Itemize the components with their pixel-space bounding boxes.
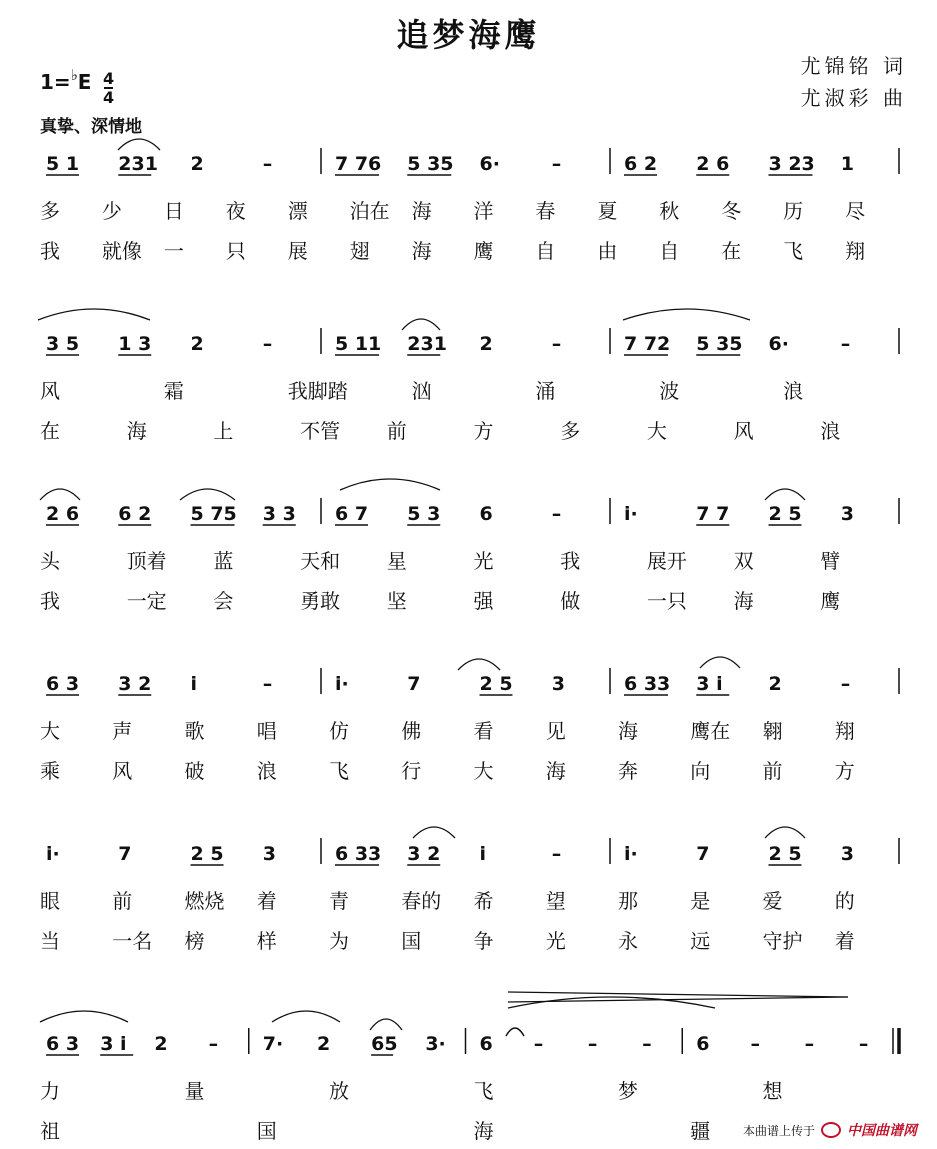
lyric-1: 星	[386, 549, 407, 573]
lyric-2: 勇敢	[300, 589, 341, 613]
lyric-1: 前	[112, 889, 133, 913]
lyric-1: 眼	[40, 889, 60, 913]
lyric-2: 前	[386, 419, 407, 443]
lyric-1: 量	[184, 1079, 205, 1103]
note-group: 3 23	[768, 153, 815, 175]
lyric-2: 方	[473, 419, 494, 443]
slur-arc	[272, 1011, 340, 1022]
lyric-1: 鹰在	[690, 719, 731, 743]
lyric-1: 历	[783, 199, 804, 223]
lyric-2: 海	[473, 1119, 494, 1143]
lyric-2: 大	[473, 759, 494, 783]
slur-arc	[765, 827, 805, 838]
lyric-2: 乘	[40, 759, 60, 783]
lyric-2: 一只	[646, 589, 687, 613]
note-group: 5 75	[190, 503, 237, 525]
note-group: i·	[335, 673, 349, 695]
lyric-1: 佛	[401, 719, 422, 743]
lyric-2: 前	[762, 759, 783, 783]
lyric-1: 希	[473, 889, 494, 913]
note-group: 2 5	[479, 673, 513, 695]
lyric-1: 风	[40, 379, 60, 403]
lyric-1: 春的	[401, 889, 442, 913]
note-group: 2 5	[190, 843, 224, 865]
slur-arc	[623, 309, 750, 320]
lyric-1: 飞	[473, 1079, 494, 1103]
lyric-1: 我脚踏	[287, 379, 348, 403]
lyricist-credit: 尤锦铭 词	[800, 54, 907, 78]
lyric-2: 翅	[349, 239, 370, 263]
lyric-2: 由	[597, 239, 618, 263]
lyric-2: 会	[213, 589, 234, 613]
lyric-2: 不管	[300, 419, 341, 443]
lyric-2: 守护	[762, 929, 803, 953]
note-group: 231	[118, 153, 158, 175]
note-group: –	[840, 333, 851, 355]
note-group: –	[804, 1033, 815, 1055]
lyric-2: 坚	[386, 589, 407, 613]
lyric-2: 为	[329, 929, 349, 953]
note-group: 5 3	[407, 503, 441, 525]
note-group: 2	[768, 673, 782, 695]
lyric-1: 蓝	[213, 549, 234, 573]
site-logo-text: 中国曲谱网	[847, 1123, 917, 1139]
lyric-1: 望	[545, 889, 566, 913]
lyric-2: 祖	[40, 1119, 60, 1143]
lyric-1: 夜	[225, 199, 246, 223]
note-group: 5 11	[335, 333, 382, 355]
slur-arc	[413, 827, 455, 838]
note-group: 65	[371, 1033, 398, 1055]
composer-credit: 尤淑彩 曲	[800, 86, 907, 110]
lyric-1: 双	[733, 549, 754, 573]
slur-arc	[340, 479, 440, 490]
lyric-1: 臂	[820, 549, 841, 573]
lyric-1: 是	[690, 889, 711, 913]
note-group: –	[858, 1033, 869, 1055]
note-group: 7 76	[335, 153, 382, 175]
note-group: 2	[479, 333, 493, 355]
lyric-2: 大	[646, 419, 667, 443]
note-group: –	[551, 843, 562, 865]
note-group: 7	[407, 673, 421, 695]
lyric-2: 当	[40, 929, 60, 953]
lyric-2: 光	[545, 929, 566, 953]
lyric-2: 自	[659, 239, 680, 263]
lyric-1: 仿	[329, 719, 349, 743]
note-group: 2 5	[768, 843, 802, 865]
note-group: 1 3	[118, 333, 152, 355]
lyric-1: 冬	[721, 199, 742, 223]
hairpin-top	[508, 992, 848, 997]
lyric-1: 翱	[762, 719, 783, 743]
footer	[743, 1120, 917, 1140]
note-group: 3 5	[46, 333, 80, 355]
slur-arc	[40, 489, 80, 500]
lyric-1: 涌	[535, 379, 556, 403]
lyric-1: 天和	[300, 549, 341, 573]
lyric-1: 唱	[256, 719, 277, 743]
note-group: 6 33	[335, 843, 382, 865]
lyric-1: 海	[618, 719, 638, 743]
lyric-1: 泊在	[349, 199, 390, 223]
lyric-2: 我	[40, 239, 60, 263]
lyric-2: 样	[256, 929, 277, 953]
lyric-1: 顶着	[126, 549, 167, 573]
lyric-1: 日	[163, 199, 184, 223]
note-group: 3 i	[100, 1033, 127, 1055]
note-group: 5 35	[407, 153, 454, 175]
note-group: i	[479, 843, 487, 865]
lyric-2: 展	[287, 239, 308, 263]
note-group: 2	[316, 1033, 331, 1055]
lyric-1: 汹	[411, 379, 432, 403]
note-group: 6 7	[335, 503, 369, 525]
lyric-2: 海	[411, 239, 432, 263]
slur-arc	[700, 657, 740, 668]
note-group: 6 3	[46, 1033, 80, 1055]
lyric-2: 国	[401, 929, 422, 953]
lyric-2: 远	[690, 929, 711, 953]
note-group: 6·	[479, 153, 500, 175]
lyric-1: 见	[545, 719, 566, 743]
lyric-1: 声	[112, 719, 133, 743]
lyric-2: 飞	[329, 759, 349, 783]
note-group: 2 6	[46, 503, 80, 525]
note-group: 2	[154, 1033, 168, 1055]
slur-arc	[40, 1011, 128, 1022]
lyric-2: 奔	[618, 759, 638, 783]
lyric-2: 飞	[783, 239, 804, 263]
lyric-1: 想	[762, 1079, 783, 1103]
lyric-2: 就像	[101, 239, 142, 263]
lyric-2: 海	[126, 419, 147, 443]
note-group: 3 2	[407, 843, 441, 865]
note-group: 6 2	[624, 153, 658, 175]
lyric-1: 力	[40, 1079, 60, 1103]
note-group: –	[840, 673, 851, 695]
lyric-2: 鹰	[473, 239, 494, 263]
note-group: 2	[190, 333, 204, 355]
slur-arc	[180, 489, 235, 500]
lyric-2: 争	[473, 929, 494, 953]
meter-bottom: 4	[103, 88, 115, 107]
note-group: 3·	[425, 1033, 446, 1055]
note-group: 3 3	[262, 503, 296, 525]
lyric-1: 春	[535, 199, 556, 223]
slur-arc	[370, 1019, 402, 1030]
lyric-2: 疆	[690, 1119, 711, 1143]
note-group: 3 2	[118, 673, 152, 695]
lyric-2: 一名	[112, 929, 153, 953]
lyric-1: 多	[40, 199, 60, 223]
lyric-1: 那	[618, 889, 638, 913]
lyric-2: 风	[112, 759, 133, 783]
footer-text: 本曲谱上传于	[742, 1123, 815, 1138]
lyric-2: 在	[40, 419, 60, 443]
lyric-1: 波	[659, 379, 680, 403]
note-group: 7 72	[624, 333, 671, 355]
note-group: –	[551, 153, 562, 175]
note-group: 5 1	[46, 153, 80, 175]
lyric-2: 只	[225, 239, 246, 263]
note-group: i·	[624, 503, 638, 525]
lyric-2: 鹰	[820, 589, 841, 613]
note-group: –	[551, 503, 562, 525]
slur-arc	[508, 997, 715, 1008]
meter-top: 4	[103, 69, 115, 88]
lyric-1: 夏	[597, 199, 618, 223]
lyric-1: 海	[411, 199, 432, 223]
lyric-2: 着	[834, 929, 855, 953]
lyric-2: 向	[690, 759, 711, 783]
note-group: 6 3	[46, 673, 80, 695]
lyric-1: 我	[560, 549, 581, 573]
lyric-1: 洋	[473, 199, 494, 223]
fermata-icon	[506, 1028, 524, 1036]
lyric-1: 的	[834, 889, 855, 913]
note-group: 3 i	[696, 673, 723, 695]
lyric-2: 我	[40, 589, 60, 613]
note-group: –	[533, 1033, 544, 1055]
lyric-2: 行	[401, 759, 422, 783]
note-group: i·	[624, 843, 638, 865]
lyric-1: 看	[473, 719, 494, 743]
lyric-2: 翔	[845, 239, 866, 263]
lyric-1: 梦	[618, 1079, 638, 1103]
key-letter: E	[77, 70, 92, 94]
lyric-2: 一	[163, 239, 184, 263]
lyric-1: 霜	[163, 379, 184, 403]
lyric-1: 头	[40, 549, 60, 573]
note-group: 6·	[768, 333, 789, 355]
lyric-1: 大	[40, 719, 60, 743]
lyric-2: 浪	[256, 759, 277, 783]
lyric-2: 方	[834, 759, 855, 783]
lyric-2: 强	[473, 589, 494, 613]
note-group: –	[262, 673, 273, 695]
lyric-2: 一定	[126, 589, 167, 613]
note-group: 3	[262, 843, 276, 865]
note-group: 3	[840, 843, 854, 865]
lyric-1: 翔	[834, 719, 855, 743]
site-logo-icon	[821, 1122, 841, 1138]
note-group: 6	[479, 1033, 493, 1055]
lyric-2: 海	[733, 589, 754, 613]
note-group: 231	[407, 333, 447, 355]
note-group: 7 7	[696, 503, 730, 525]
lyric-1: 青	[329, 889, 349, 913]
lyric-2: 上	[213, 419, 234, 443]
flat-icon: ♭	[70, 66, 78, 84]
note-group: –	[551, 333, 562, 355]
lyric-1: 尽	[845, 199, 866, 223]
note-group: –	[750, 1033, 760, 1055]
note-group: 7·	[262, 1033, 284, 1055]
lyric-2: 风	[733, 419, 754, 443]
lyric-2: 在	[721, 239, 742, 263]
note-group: 6	[479, 503, 493, 525]
lyric-1: 歌	[184, 719, 205, 743]
slur-arc	[402, 319, 440, 330]
lyric-1: 漂	[287, 199, 308, 223]
lyric-1: 爱	[762, 889, 783, 913]
song-title: 追梦海鹰	[396, 16, 541, 54]
note-group: –	[208, 1033, 219, 1055]
note-group: 2 5	[768, 503, 802, 525]
lyric-2: 浪	[820, 419, 841, 443]
lyric-2: 多	[560, 419, 581, 443]
lyric-2: 海	[545, 759, 566, 783]
lyric-2: 永	[618, 929, 638, 953]
lyric-2: 榜	[184, 929, 205, 953]
note-group: 2 6	[696, 153, 730, 175]
note-group: –	[642, 1033, 652, 1055]
lyric-1: 浪	[783, 379, 804, 403]
lyric-2: 破	[184, 759, 205, 783]
tempo-marking: 真挚、深情地	[40, 117, 142, 137]
lyric-1: 放	[329, 1079, 349, 1103]
note-group: 1	[840, 153, 854, 175]
lyric-1: 少	[101, 199, 122, 223]
note-group: i·	[46, 843, 60, 865]
slur-arc	[118, 139, 160, 150]
note-group: –	[587, 1033, 598, 1055]
lyric-2: 自	[535, 239, 556, 263]
note-group: 6	[696, 1033, 710, 1055]
note-group: 3	[551, 673, 565, 695]
slur-arc	[458, 659, 500, 670]
note-group: 7	[118, 843, 132, 865]
note-group: 2	[190, 153, 204, 175]
key-prefix: 1=	[40, 70, 71, 94]
lyric-2: 做	[560, 589, 581, 613]
lyric-1: 燃烧	[184, 889, 225, 913]
note-group: 6 33	[624, 673, 671, 695]
note-group: 5 35	[696, 333, 743, 355]
slur-arc	[38, 309, 150, 320]
lyric-2: 国	[256, 1119, 277, 1143]
lyric-1: 着	[256, 889, 277, 913]
lyric-1: 展开	[646, 549, 687, 573]
slur-arc	[765, 489, 805, 500]
note-group: 6 2	[118, 503, 152, 525]
lyric-1: 光	[473, 549, 494, 573]
note-group: i	[190, 673, 198, 695]
note-group: 3	[840, 503, 854, 525]
lyric-1: 秋	[659, 199, 680, 223]
note-group: –	[262, 153, 273, 175]
note-group: –	[262, 333, 273, 355]
note-group: 7	[696, 843, 710, 865]
